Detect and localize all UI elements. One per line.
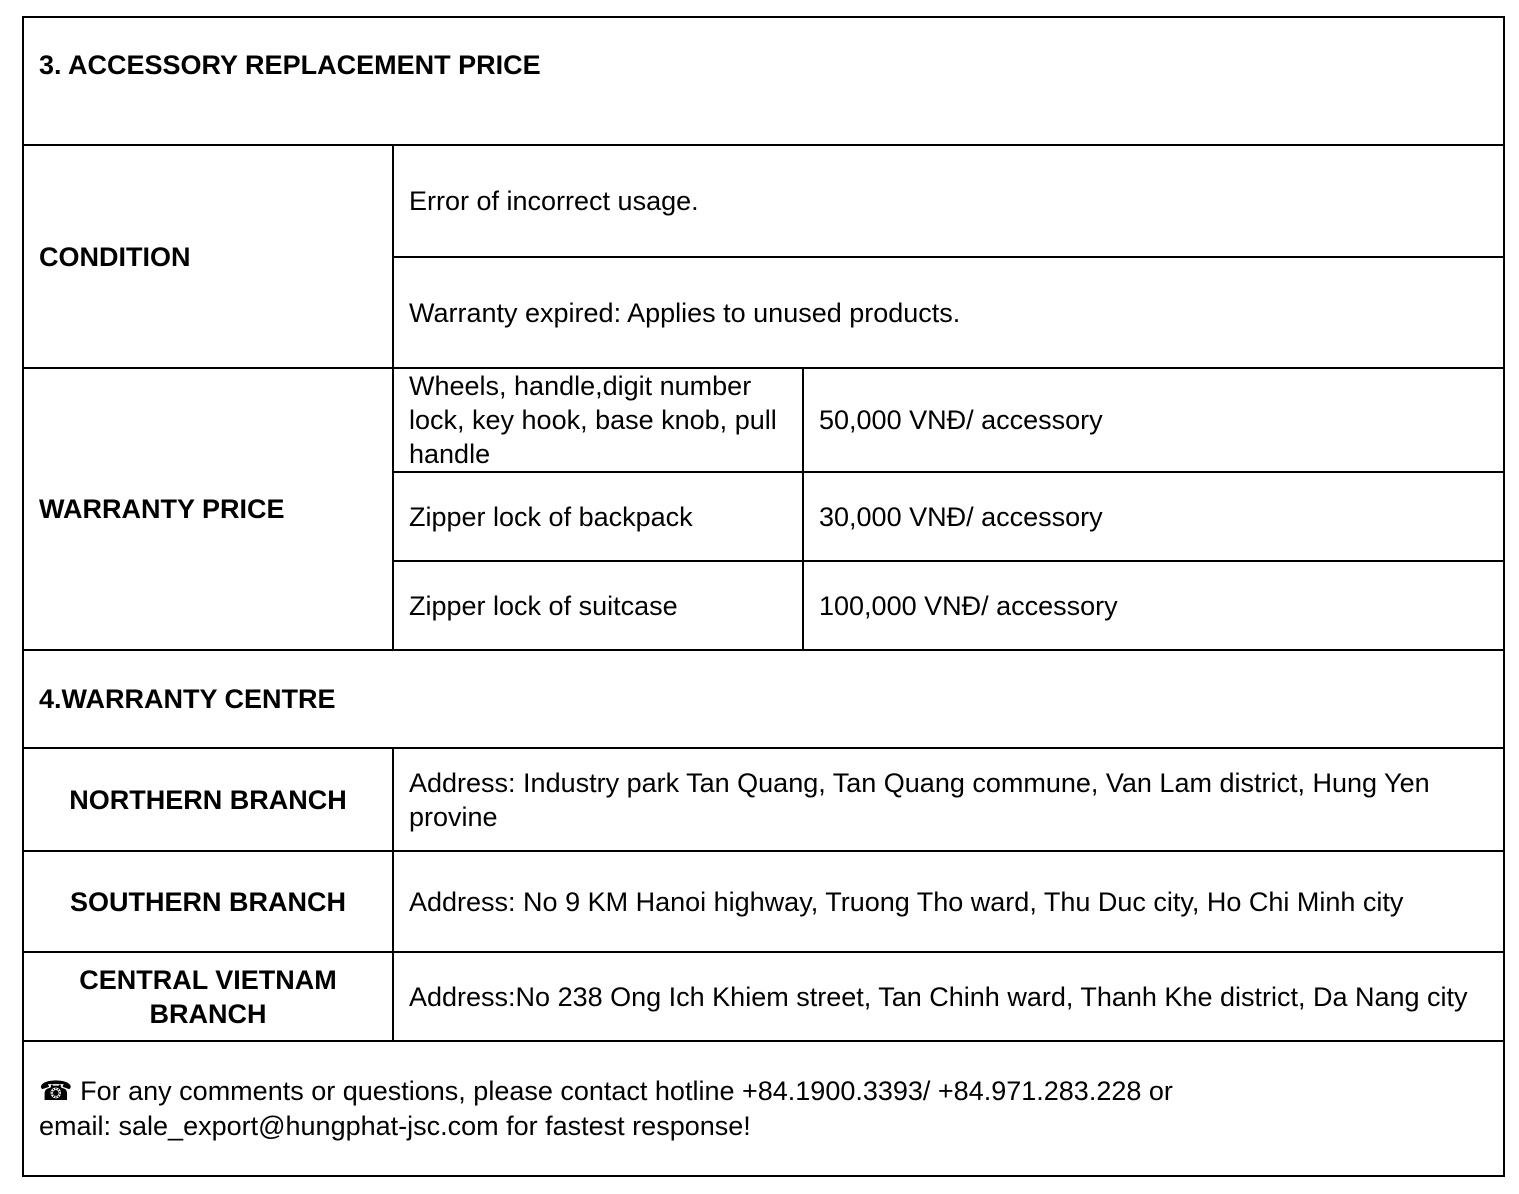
accessory-price: 50,000 VNĐ/ accessory: [803, 368, 1504, 472]
section-4-row: [23, 650, 1504, 748]
condition-row: [23, 145, 1504, 257]
branch-row: [23, 748, 1504, 851]
branch-row: [23, 952, 1504, 1041]
branch-name: SOUTHERN BRANCH: [23, 851, 393, 952]
accessory-name: Zipper lock of backpack: [393, 472, 803, 561]
phone-icon: ☎: [39, 1076, 73, 1107]
branch-address: Address:No 238 Ong Ich Khiem street, Tan Chinh ward, Thanh Khe district, Da Nang city: [393, 952, 1504, 1041]
branch-address: Address: No 9 KM Hanoi highway, Truong Tho ward, Thu Duc city, Ho Chi Minh city: [393, 851, 1504, 952]
accessory-price: 30,000 VNĐ/ accessory: [803, 472, 1504, 561]
condition-label: CONDITION: [23, 145, 393, 368]
footer-row: [23, 1041, 1504, 1176]
branch-row: [23, 851, 1504, 952]
warranty-price-label: WARRANTY PRICE: [23, 368, 393, 650]
contact-line-2: email: sale_export@hungphat-jsc.com for fastest response!: [39, 1111, 751, 1141]
condition-item: Error of incorrect usage.: [393, 145, 1504, 257]
accessory-name: Zipper lock of suitcase: [393, 561, 803, 650]
accessory-price: 100,000 VNĐ/ accessory: [803, 561, 1504, 650]
warranty-price-row: [23, 368, 1504, 472]
section-4-title: 4.WARRANTY CENTRE: [23, 650, 1504, 748]
section-3-title: 3. ACCESSORY REPLACEMENT PRICE: [23, 17, 1504, 145]
branch-address: Address: Industry park Tan Quang, Tan Quang commune, Van Lam district, Hung Yen provine: [393, 748, 1504, 851]
branch-name: NORTHERN BRANCH: [23, 748, 393, 851]
contact-note: [23, 1041, 1504, 1176]
branch-name: CENTRAL VIETNAM BRANCH: [23, 952, 393, 1041]
section-3-row: [23, 17, 1504, 145]
condition-item: Warranty expired: Applies to unused products.: [393, 257, 1504, 368]
accessory-warranty-table: [22, 16, 1505, 1177]
contact-line-1: For any comments or questions, please contact hotline +84.1900.3393/ +84.971.283.228 or: [72, 1076, 1173, 1106]
accessory-name: Wheels, handle,digit number lock, key hook, base knob, pull handle: [393, 368, 803, 472]
